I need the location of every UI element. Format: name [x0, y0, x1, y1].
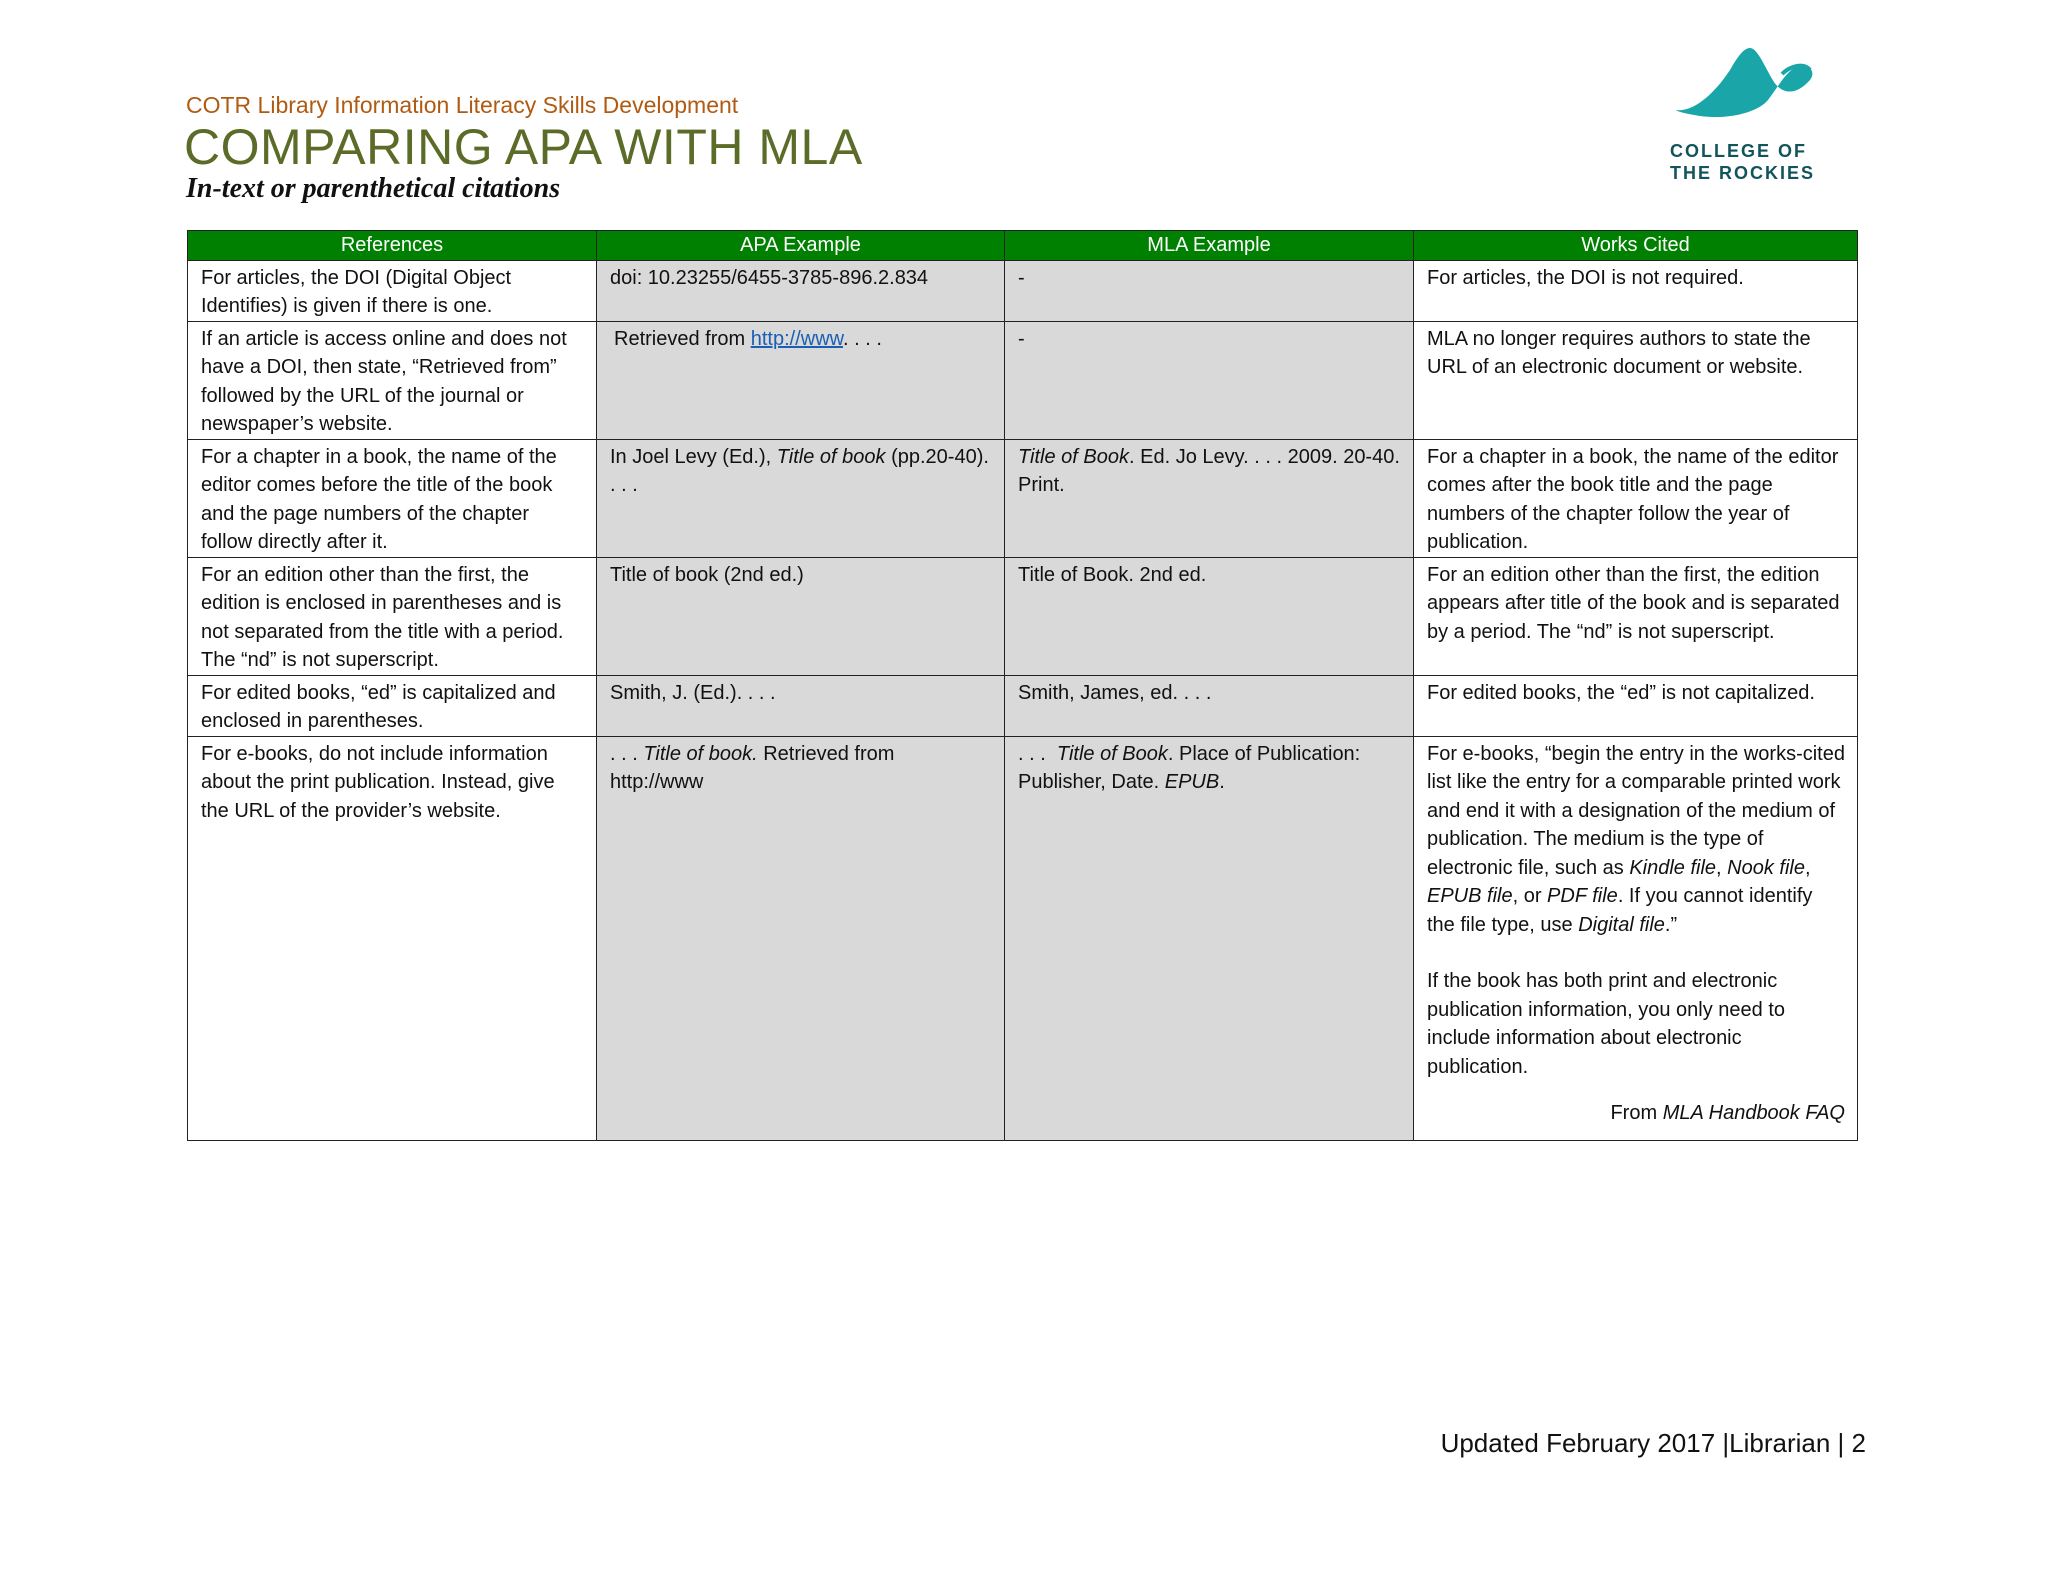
- header-references: References: [188, 231, 597, 261]
- wc-italic-pdf: PDF file: [1547, 885, 1618, 907]
- mla-text-mid: . Place of Publication: Publisher, Date.: [1018, 742, 1361, 793]
- cell-mla-example: Smith, James, ed. . . .: [1005, 675, 1414, 736]
- cell-works-cited: For articles, the DOI is not required.: [1414, 260, 1858, 321]
- page-title: COMPARING APA WITH MLA: [184, 119, 863, 175]
- wc-italic-kindle: Kindle file: [1629, 856, 1717, 879]
- cell-works-cited: [1414, 736, 1858, 1140]
- mla-title-italic: Title of Book: [1018, 445, 1129, 468]
- cell-mla-example: [1005, 736, 1414, 1140]
- cell-mla-example: -: [1005, 260, 1414, 321]
- apa-text-suffix: (pp.20-40). . . .: [610, 445, 989, 496]
- page-subtitle: In-text or parenthetical citations: [186, 173, 561, 204]
- cell-apa-example: Smith, J. (Ed.). . . .: [597, 675, 1005, 736]
- mla-text: . . .: [1018, 742, 1057, 765]
- cell-reference: If an article is access online and does not have a DOI, then state, “Retrieved from” followed by the URL of the journal or newspaper’s website.: [188, 321, 597, 439]
- table-row: [188, 557, 1858, 675]
- comparison-table: [187, 230, 1858, 1141]
- wc-italic-digital: Digital file: [1578, 913, 1665, 936]
- wc-quote-paragraph: [1427, 740, 1845, 940]
- cell-apa-example: [597, 321, 1005, 439]
- wc-sep: , or: [1512, 885, 1548, 907]
- mla-text-suffix: .: [1219, 771, 1225, 793]
- table-row: [188, 736, 1858, 1140]
- cell-apa-example: Title of book (2nd ed.): [597, 557, 1005, 675]
- cell-mla-example: Title of Book. 2nd ed.: [1005, 557, 1414, 675]
- wc-source-line: [1427, 1099, 1845, 1130]
- cell-works-cited: MLA no longer requires authors to state the URL of an electronic document or website.: [1414, 321, 1858, 439]
- mla-text-suffix: . Ed. Jo Levy. . . . 2009. 20-40. Print.: [1018, 445, 1400, 496]
- wc-text: For e-books, “begin the entry in the works-cited list like the entry for a comparable printed work and end it with a designation of the medium of publication. The medium is the type of electronic file, such as: [1427, 742, 1845, 879]
- apa-text-suffix: Retrieved from http://www: [610, 742, 895, 793]
- header-works-cited: Works Cited: [1414, 231, 1858, 261]
- cell-reference: For an edition other than the first, the edition is enclosed in parentheses and is not separated from the title with a period. The “nd” is not superscript.: [188, 557, 597, 675]
- college-logo: [1660, 40, 1830, 190]
- cell-works-cited: For an edition other than the first, the edition appears after title of the book and is separated by a period. The “nd” is not superscript.: [1414, 557, 1858, 675]
- cell-apa-example: doi: 10.23255/6455-3785-896.2.834: [597, 260, 1005, 321]
- table-header-row: [188, 231, 1858, 261]
- wc-source-prefix: From: [1610, 1102, 1663, 1124]
- apa-text: In Joel Levy (Ed.),: [610, 445, 777, 468]
- cell-reference: For e-books, do not include information about the print publication. Instead, give the URL of the provider’s website.: [188, 736, 597, 1140]
- table-row: [188, 675, 1858, 736]
- table-row: [188, 439, 1858, 557]
- wc-sep: ,: [1716, 856, 1728, 879]
- wc-source-title: MLA Handbook FAQ: [1662, 1102, 1845, 1124]
- apa-text: . . .: [610, 742, 644, 765]
- cell-mla-example: [1005, 439, 1414, 557]
- logo-line-1: COLLEGE OF: [1670, 141, 1807, 161]
- header-mla-example: MLA Example: [1005, 231, 1414, 261]
- mountain-logo-icon: [1670, 40, 1820, 120]
- cell-reference: For edited books, “ed” is capitalized and enclosed in parentheses.: [188, 675, 597, 736]
- cell-mla-example: -: [1005, 321, 1414, 439]
- apa-title-italic: Title of book.: [643, 742, 758, 765]
- wc-italic-nook: Nook file: [1727, 856, 1805, 879]
- table-row: [188, 260, 1858, 321]
- header-apa-example: APA Example: [597, 231, 1005, 261]
- apa-title-italic: Title of book: [776, 445, 886, 468]
- page-footer: Updated February 2017 |Librarian | 2: [1440, 1428, 1866, 1458]
- paragraph-gap: [1427, 939, 1845, 967]
- table-row: [188, 321, 1858, 439]
- mla-format-italic: EPUB: [1164, 771, 1220, 793]
- wc-sep: ,: [1804, 856, 1811, 879]
- wc-second-paragraph: If the book has both print and electronic publication information, you only need to include information about electronic publication.: [1427, 970, 1786, 1078]
- wc-italic-epub: EPUB file: [1427, 885, 1513, 907]
- apa-text-suffix: . . . .: [842, 327, 882, 350]
- cell-works-cited: For a chapter in a book, the name of the editor comes after the book title and the page numbers of the chapter follow the year of publication.: [1414, 439, 1858, 557]
- apa-url-link[interactable]: http://www: [750, 327, 843, 350]
- apa-text: Retrieved from: [614, 327, 751, 350]
- program-kicker: COTR Library Information Literacy Skills Development: [186, 92, 739, 118]
- mla-title-italic: Title of Book: [1056, 742, 1168, 765]
- logo-line-2: THE ROCKIES: [1670, 163, 1816, 183]
- cell-reference: For articles, the DOI (Digital Object Identifies) is given if there is one.: [188, 260, 597, 321]
- wc-text: . If you cannot identify the file type, use: [1427, 885, 1813, 936]
- cell-reference: For a chapter in a book, the name of the editor comes before the title of the book and the page numbers of the chapter follow directly after it.: [188, 439, 597, 557]
- cell-apa-example: [597, 736, 1005, 1140]
- wc-text: .”: [1664, 913, 1678, 936]
- cell-apa-example: [597, 439, 1005, 557]
- cell-works-cited: For edited books, the “ed” is not capitalized.: [1414, 675, 1858, 736]
